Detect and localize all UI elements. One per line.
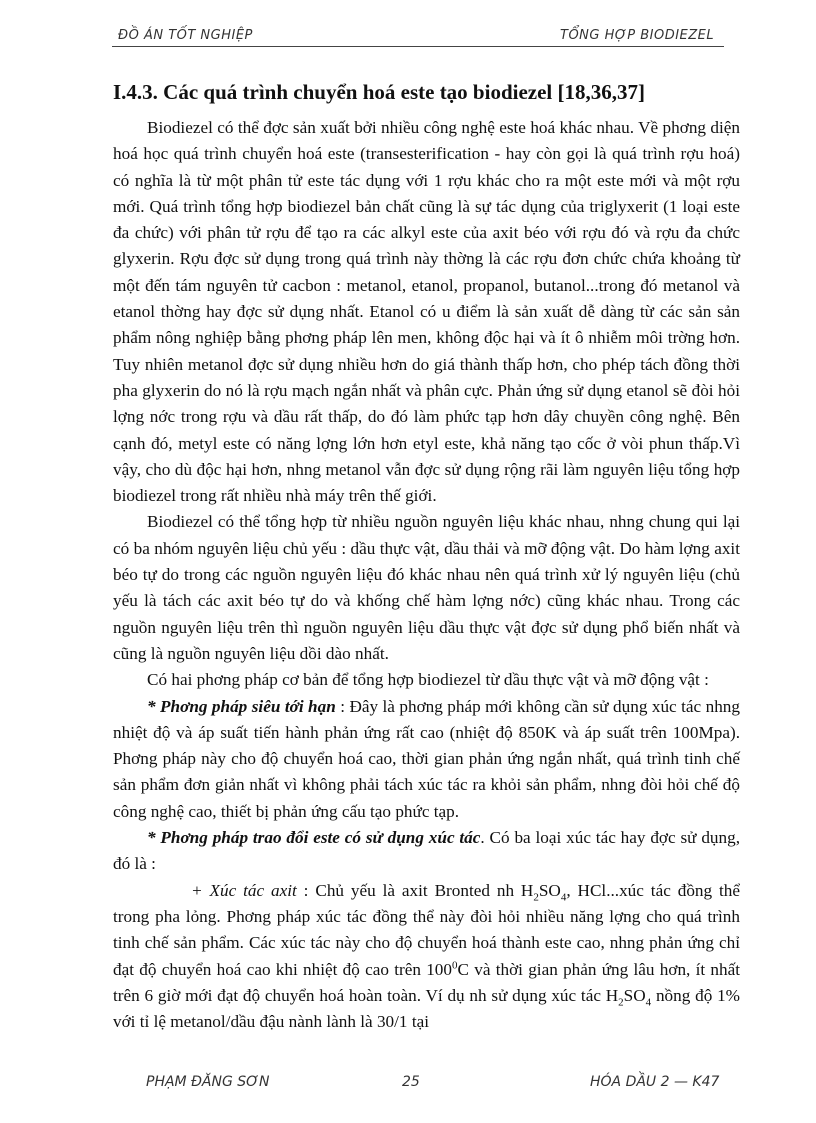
paragraph-two-methods: Có hai phơng pháp cơ bản để tổng hợp biodiezel từ dầu thực vật và mỡ động vật : [147, 670, 709, 690]
header-left: ĐỒ ÁN TỐT NGHIỆP [118, 28, 253, 43]
footer-class: HÓA DẦU 2 — K47 [590, 1074, 720, 1090]
header-right: TỔNG HỢP BIODIEZEL [560, 28, 715, 43]
header-divider [112, 46, 724, 47]
supercritical-method-text: : Đây là phơng pháp mới không cần sử dụng xúc tác nhng nhiệt độ và áp suất tiến hành phản ứng rất cao (nhiệt độ 850K và áp suất trên 100Mpa). Phơng pháp này cho độ chuyển hoá cao, thời gian phản ứng ngắn nhất, quá trình tinh chế sản phẩm đơn giản nhất vì không phải tách xúc tác ra khỏi sản phẩm, nhng đòi hỏi chế độ công nghệ cao, thiết bị phản ứng cấu tạo phức tạp. [113, 696, 740, 821]
paragraph-catalytic-method [113, 825, 740, 878]
paragraph-acid-catalyst: + Xúc tác axit : Chủ yếu là axit Bronted nh $H_2SO_4$, HCl...xúc tác đồng thể trong pha lỏng. Phơng pháp xúc tác đồng thể này đòi hỏi nhiều năng lợng cho quá trình tinh chế sản phẩm. Các xúc tác này cho độ chuyển hoá thành este cao, nhng phản ứng chỉ đạt độ chuyển hoá cao khi nhiệt độ cao trên $100^0C$ và thời gian phản ứng lâu hơn, ít nhất trên 6 giờ mới đạt độ chuyển hoá hoàn toàn. Ví dụ nh sử dụng xúc tác $H_2SO_4$ nồng độ 1% với tỉ lệ metanol/dầu đậu nành lành là 30/1 tại [113, 880, 741, 1032]
page-number: 25 [402, 1074, 420, 1090]
catalytic-method-text: . Có ba loại xúc tác hay đợc sử dụng, đó là : [113, 828, 740, 874]
paragraph-raw-materials: Biodiezel có thể tổng hợp từ nhiều nguồn nguyên liệu khác nhau, nhng chung qui lại có ba nhóm nguyên liệu chủ yếu : dầu thực vật, dầu thải và mỡ động vật. Do hàm lợng axit béo tự do trong các nguồn nguyên liệu đó khác nhau nên quá trình xử lý nguyên liệu (chủ yếu là tách các axit béo tự do và khống chế hàm lợng nớc) cũng khác nhau. Trong các nguồn nguyên liệu trên thì nguồn nguyên liệu dầu thực vật đợc sử dụng phổ biến nhất và cũng là nguồn nguyên liệu dồi dào nhất. [113, 512, 740, 663]
catalytic-method-label: * Phơng pháp trao đổi este có sử dụng xúc tác [147, 828, 481, 848]
paragraph-transesterification: Biodiezel có thể đợc sản xuất bởi nhiều công nghệ este hoá khác nhau. Về phơng diện hoá học quá trình chuyển hoá este (transesterification - hay còn gọi là quá trình rợu hoá) có nghĩa là từ một phân tử este tác dụng với 1 rợu khác cho ra một este mới và một rợu mới. Quá trình tổng hợp biodiezel bản chất cũng là sự tác dụng của triglyxerit (1 loại este đa chức) với phân tử rợu để tạo ra các alkyl este của axit béo với rợu đó và rợu đa chức glyxerin. Rợu đợc sử dụng trong quá trình này thờng là các rợu đơn chức chứa khoảng từ một đến tám nguyên tử cacbon : metanol, etanol, propanol, butanol...trong đó metanol và etanol thờng hay đợc sử dụng nhất. Etanol có u điểm là sản xuất dễ dàng từ các sản sản phẩm nông nghiệp bằng phơng pháp lên men, không độc hại và ít ô nhiễm môi trờng hơn. Tuy nhiên metanol đợc sử dụng nhiều hơn do giá thành thấp hơn, cho phép tách đồng thời pha glyxerin do nó là rợu mạch ngắn nhất và phân cực. Phản ứng sử dụng etanol sẽ đòi hỏi lợng nớc trong rợu và dầu rất thấp, do đó làm phức tạp hơn dây chuyền công nghệ. Bên cạnh đó, metyl este có năng lợng lớn hơn etyl este, khả năng tạo cốc ở vòi phun thấp.Vì vậy, cho dù độc hại hơn, nhng metanol vẫn đợc sử dụng rộng rãi làm nguyên liệu tổng hợp biodiezel trong rất nhiều nhà máy trên thế giới. [113, 118, 740, 506]
acid-catalyst-label: + Xúc tác axit [191, 880, 297, 900]
body-text [113, 115, 740, 1035]
footer-author: PHẠM ĐĂNG SƠN [146, 1074, 270, 1090]
section-title: I.4.3. Các quá trình chuyển hoá este tạo biodiezel [18,36,37] [113, 80, 645, 104]
supercritical-method-label: * Phơng pháp siêu tới hạn [147, 696, 336, 716]
paragraph-supercritical-method [113, 694, 740, 825]
